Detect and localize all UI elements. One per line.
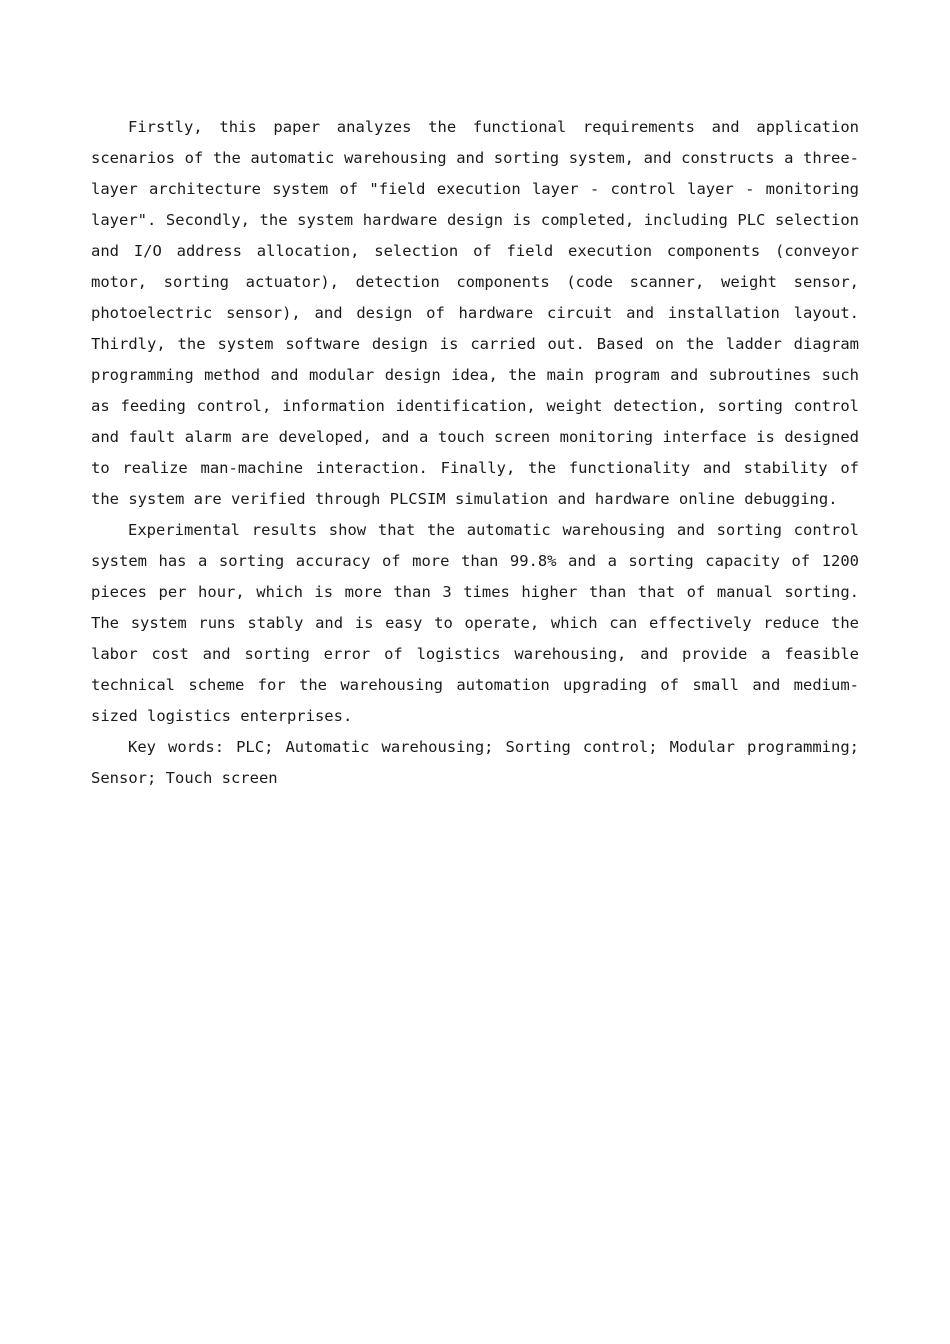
keywords-paragraph: Key words: PLC; Automatic warehousing; Sorting control; Modular programming; Sensor; Touch screen	[91, 738, 859, 787]
abstract-paragraph-results: Experimental results show that the automatic warehousing and sorting control system has a sorting accuracy of more than 99.8% and a sorting capacity of 1200 pieces per hour, which is more than 3 times higher than that of manual sorting. The system runs stably and is easy to operate, which can effectively reduce the labor cost and sorting error of logistics warehousing, and provide a feasible technical scheme for the warehousing automation upgrading of small and medium-sized logistics enterprises.	[91, 521, 859, 725]
abstract-paragraph-methods: Firstly, this paper analyzes the functional requirements and application scenarios of the automatic warehousing and sorting system, and constructs a three-layer architecture system of "field execution layer - control layer - monitoring layer". Secondly, the system hardware design is completed, including PLC selection and I/O address allocation, selection of field execution components (conveyor motor, sorting actuator), detection components (code scanner, weight sensor, photoelectric sensor), and design of hardware circuit and installation layout. Thirdly, the system software design is carried out. Based on the ladder diagram programming method and modular design idea, the main program and subroutines such as feeding control, information identification, weight detection, sorting control and fault alarm are developed, and a touch screen monitoring interface is designed to realize man-machine interaction. Finally, the functionality and stability of the system are verified through PLCSIM simulation and hardware online debugging.	[91, 118, 859, 508]
abstract-body	[91, 112, 859, 794]
